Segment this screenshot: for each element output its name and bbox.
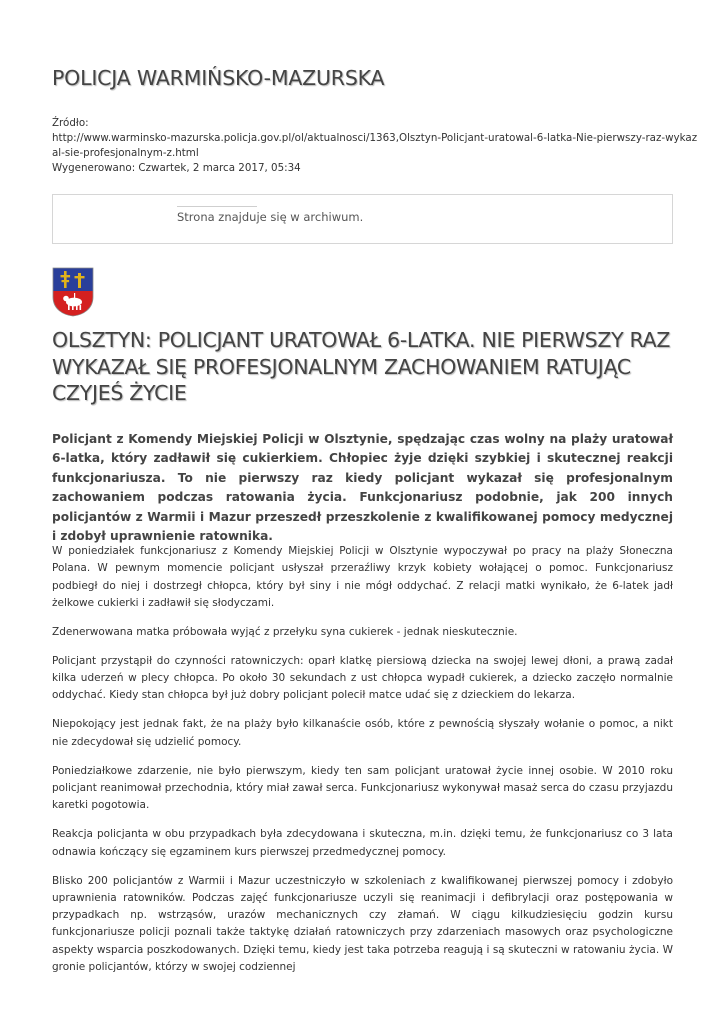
source-url-line-1: http://www.warminsko-mazurska.policja.gov.pl/ol/aktualnosci/1363,Olsztyn-Policjant-uratowal-6-latka-Nie-pierwszy-raz-wykaz bbox=[52, 132, 698, 144]
article-title: OLSZTYN: POLICJANT URATOWAŁ 6-LATKA. NIE PIERWSZY RAZ WYKAZAŁ SIĘ PROFESJONALNYM ZACHOWANIEM RATUJĄC CZYJEŚ ŻYCIE bbox=[52, 328, 671, 405]
article-lead: Policjant z Komendy Miejskiej Policji w Olsztynie, spędzając czas wolny na plaży uratował 6-latka, który zadławił się cukierkiem. Chłopiec żyje dzięki szybkiej i skutecznej reakcji funkcjonariusza. To nie pierwszy raz kiedy policjant wykazał się profesjonalnym zachowaniem podczas ratowania życia. Funkcjonariusz podobnie, jak 200 innych policjantów z Warmii i Mazur przeszedł przeszkolenie z kwalifikowanej pomocy medycznej i zdobył uprawnienie ratownika. bbox=[52, 432, 673, 544]
source-meta bbox=[52, 116, 698, 176]
source-label: Źródło: bbox=[52, 117, 89, 129]
archive-notice: Strona znajduje się w archiwum. bbox=[177, 210, 364, 224]
article-paragraph: Poniedziałkowe zdarzenie, nie było pierwszym, kiedy ten sam policjant uratował życie innej osobie. W 2010 roku policjant reanimował przechodnia, który miał zawał serca. Funkcjonariusz wykonywał masaż serca do czasu przyjazdu karetki pogotowia. bbox=[52, 764, 673, 812]
article-paragraph: Blisko 200 policjantów z Warmii i Mazur uczestniczyło w szkoleniach z kwalifikowanej pierwszej pomocy i zdobyło uprawnienia ratowników. Podczas zajęć funkcjonariusze uczyli się reanimacji i defibrylacji oraz postępowania w przypadkach np. wstrząsów, urazów mechanicznych czy złamań. W ciągu kilkudziesięciu godzin kursu funkcjonariusze policji poznali także taktykę działań ratowniczych przy zdarzeniach masowych oraz psychologiczne aspekty wsparcia poszkodowanych. Dzięki temu, kiedy jest taka potrzeba reagują i są skuteczni w ratowaniu życia. W gronie policjantów, którzy w swojej codziennej bbox=[52, 874, 673, 974]
article-paragraph: Policjant przystąpił do czynności ratowniczych: oparł klatkę piersiową dziecka na swojej lewej dłoni, a prawą zadał kilka uderzeń w plecy chłopca. Po około 30 sekundach z ust chłopca wypadł cukierek, a dziecko zaczęło normalnie oddychać. Kiedy stan chłopca był już dobry policjant polecił matce udać się z dzieckiem do lekarza. bbox=[52, 654, 673, 702]
coat-of-arms-icon bbox=[52, 267, 94, 317]
source-url-line-2: al-sie-profesjonalnym-z.html bbox=[52, 147, 199, 159]
article-paragraph: Niepokojący jest jednak fakt, że na plaży było kilkanaście osób, które z pewnością słyszały wołanie o pomoc, a nikt nie zdecydował się udzielić pomocy. bbox=[52, 718, 673, 748]
article-paragraph: W poniedziałek funkcjonariusz z Komendy Miejskiej Policji w Olsztynie wypoczywał po pracy na plaży Słoneczna Polana. W pewnym momencie policjant usłyszał przeraźliwy krzyk kobiety wołającej o pomoc. Funkcjonariusz podbiegł do niej i dostrzegł chłopca, który był siny i nie mógł oddychać. Z relacji matki wynikało, że 6-latek jadł żelkowe cukierki i zadławił się słodyczami. bbox=[52, 545, 673, 609]
site-title: POLICJA WARMIŃSKO-MAZURSKA bbox=[52, 66, 385, 90]
generated-timestamp: Wygenerowano: Czwartek, 2 marca 2017, 05:34 bbox=[52, 162, 301, 174]
archive-divider bbox=[177, 206, 257, 207]
article-paragraph: Zdenerwowana matka próbowała wyjąć z przełyku syna cukierek - jednak nieskutecznie. bbox=[52, 625, 518, 638]
article-body bbox=[52, 543, 673, 988]
article-paragraph: Reakcja policjanta w obu przypadkach była zdecydowana i skuteczna, m.in. dzięki temu, że funkcjonariusz co 3 lata odnawia kończący się egzaminem kurs pierwszej przedmedycznej pomocy. bbox=[52, 828, 673, 858]
archive-notice-box bbox=[52, 194, 673, 244]
